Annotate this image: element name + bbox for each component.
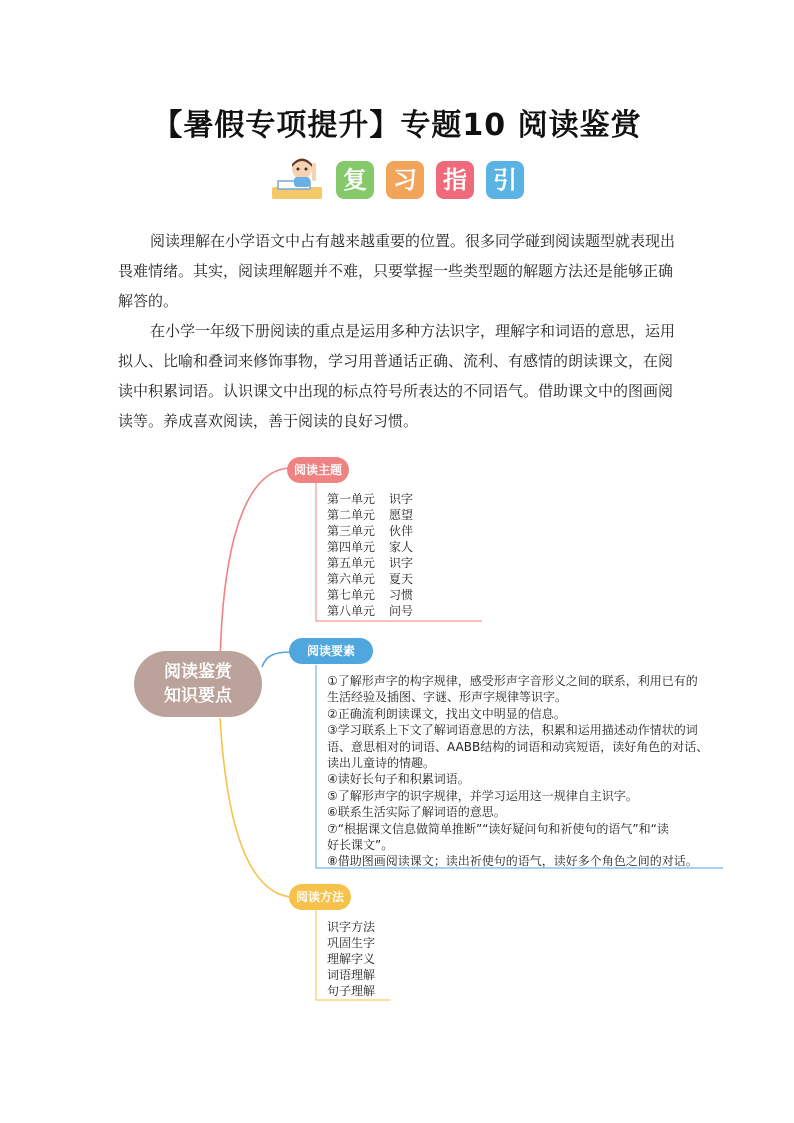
branch-reading-elements: 阅读要素 xyxy=(289,638,373,664)
banner-char-xi: 习 xyxy=(386,161,424,199)
list-item: ③学习联系上下文了解词语意思的方法，积累和运用描述动作情状的词 xyxy=(327,723,698,738)
list-item: ②正确流利朗读课文，找出文中明显的信息。 xyxy=(327,706,566,721)
list-item: ⑤了解形声字的识字规律，并学习运用这一规律自主识字。 xyxy=(327,788,638,803)
reading-methods-list xyxy=(327,919,375,999)
list-item: ⑥联系生活实际了解词语的意思。 xyxy=(327,805,506,820)
list-item: 第一单元 识字 xyxy=(327,492,414,506)
list-item: 巩固生字 xyxy=(327,936,376,950)
list-item: ⑧借助图画阅读课文；读出祈使句的语气，读好多个角色之间的对话。 xyxy=(327,854,698,869)
list-item: 好长课文”。 xyxy=(327,838,394,853)
list-item: 语、意思相对的词语、AABB结构的词语和动宾短语，读好角色的对话、 xyxy=(327,739,709,754)
center-line-1: 阅读鉴赏 xyxy=(164,662,232,682)
banner-char-yin: 引 xyxy=(486,161,524,199)
intro-paragraph-1-text: 阅读理解在小学语文中占有越来越重要的位置。很多同学碰到阅读题型就表现出畏难情绪。其实，阅读理解题并不难，只要掌握一些类型题的解题方法还是能够正确解答的。 xyxy=(118,232,676,310)
intro-paragraph-2-text: 在小学一年级下册阅读的重点是运用多种方法识字，理解字和词语的意思，运用拟人、比喻和叠词来修饰事物，学习用普通话正确、流利、有感情的朗读课文，在阅读中积累词语。认识课文中出现的标点符号所表达的不同语气。借助课文中的图画阅读等。养成喜欢阅读，善于阅读的良好习惯。 xyxy=(118,322,676,430)
list-item: ④读好长句子和积累词语。 xyxy=(327,772,470,787)
list-item: ⑦“根据课文信息做简单推断”“读好疑问句和祈使句的语气”和“读 xyxy=(327,821,669,836)
reading-elements-list xyxy=(327,673,719,870)
list-item: 第五单元 识字 xyxy=(327,556,414,570)
list-item: 第六单元 夏天 xyxy=(327,572,414,586)
reading-topics-list xyxy=(327,491,413,619)
mindmap-center-node xyxy=(134,651,262,717)
list-item: ①了解形声字的构字规律，感受形声字音形义之间的联系，利用已有的 xyxy=(327,674,698,688)
list-item: 理解字义 xyxy=(327,952,376,966)
list-item: 第八单元 问号 xyxy=(327,604,414,618)
list-item: 生活经验及插图、字谜、形声字规律等识字。 xyxy=(327,690,568,705)
list-item: 读出儿童诗的情趣。 xyxy=(327,756,436,771)
list-item: 第七单元 习惯 xyxy=(327,588,414,602)
branch-reading-methods: 阅读方法 xyxy=(289,884,351,910)
page-title: 【暑假专项提升】专题10 阅读鉴赏 xyxy=(152,108,642,143)
list-item: 第二单元 愿望 xyxy=(327,508,414,522)
list-item: 词语理解 xyxy=(327,968,376,982)
branch-reading-topics: 阅读主题 xyxy=(287,457,349,483)
list-item: 第三单元 伙伴 xyxy=(327,524,414,538)
center-line-2: 知识要点 xyxy=(164,686,232,706)
banner-char-zhi: 指 xyxy=(436,161,474,199)
list-item: 句子理解 xyxy=(327,984,376,998)
banner-char-fu: 复 xyxy=(336,161,374,199)
list-item: 识字方法 xyxy=(327,920,376,934)
list-item: 第四单元 家人 xyxy=(327,540,414,554)
